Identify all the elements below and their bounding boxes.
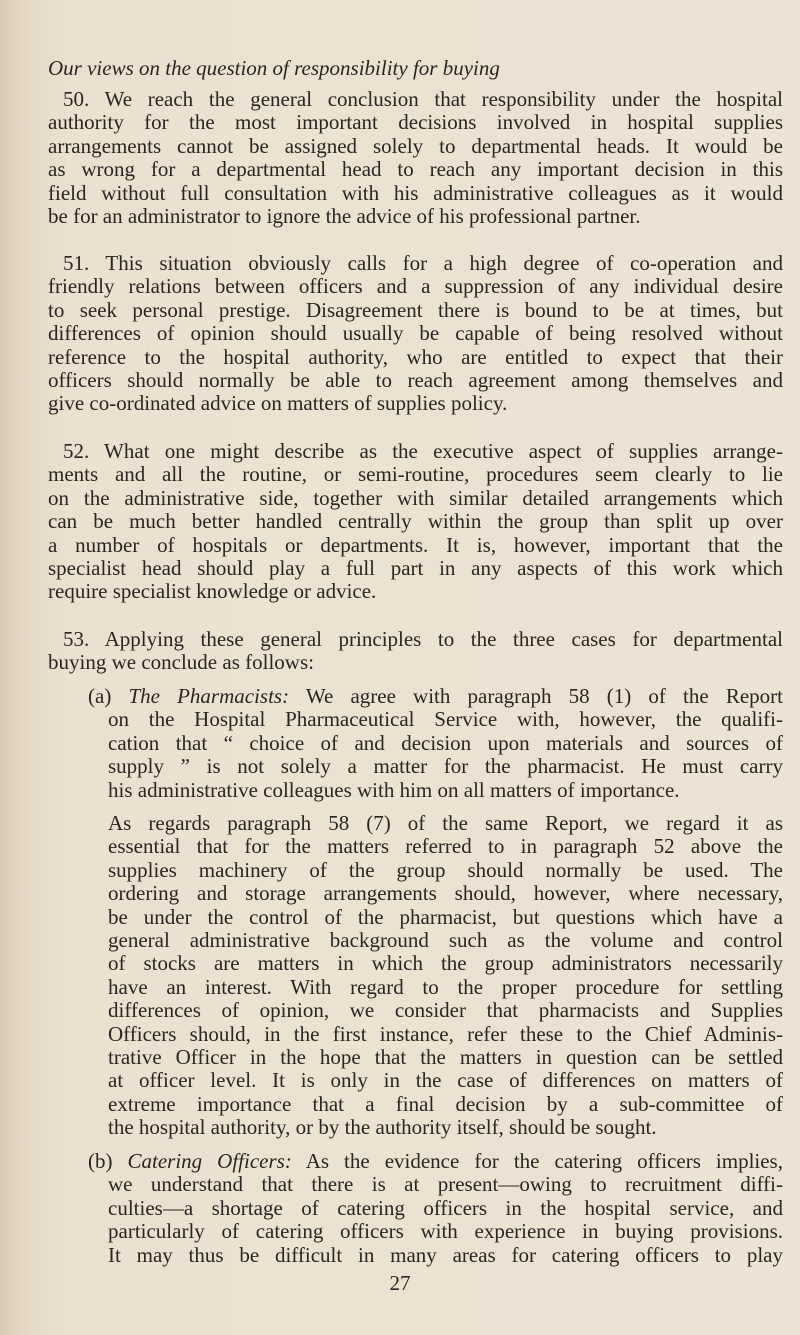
paragraph-a-pharmacists bbox=[88, 685, 783, 802]
line-text: As the evidence for the catering officers implies, bbox=[291, 1149, 783, 1173]
text-line: supply ” is not solely a matter for the pharmacist. He must carry bbox=[108, 754, 783, 779]
text-line: extreme importance that a final decision by a sub-committee of bbox=[108, 1091, 783, 1116]
line bbox=[88, 685, 783, 708]
text-line: officers should normally be able to reach agreement among themselves and bbox=[48, 367, 783, 392]
text-line: friendly relations between officers and a suppression of any individual desire bbox=[48, 274, 783, 299]
paragraph-52 bbox=[48, 440, 783, 604]
text-line: general administrative background such as the volume and control bbox=[108, 927, 783, 952]
text-line: a number of hospitals or departments. It is, however, important that the bbox=[48, 532, 783, 557]
paragraph-50 bbox=[48, 88, 783, 228]
paragraph-51 bbox=[48, 252, 783, 416]
text-line: As regards paragraph 58 (7) of the same Report, we regard it as bbox=[108, 811, 783, 835]
text-line: on the administrative side, together with similar detailed arrangements which bbox=[48, 485, 783, 510]
text-line: buying we conclude as follows: bbox=[48, 650, 314, 675]
text-line: culties—a shortage of catering officers in the hospital service, and bbox=[108, 1195, 783, 1220]
item-marker: (a) bbox=[88, 684, 129, 708]
line-text: We agree with paragraph 58 (1) of the Report bbox=[289, 684, 783, 708]
section-heading: Our views on the question of responsibility for buying bbox=[48, 56, 500, 80]
text-line: particularly of catering officers with experience in buying provisions. bbox=[108, 1219, 783, 1244]
text-line: 52. What one might describe as the executive aspect of supplies arrange- bbox=[63, 439, 783, 463]
text-line: we understand that there is at present—owing to recruitment diffi- bbox=[108, 1172, 783, 1197]
text-line: be for an administrator to ignore the advice of his professional partner. bbox=[48, 203, 641, 228]
text-line: ments and all the routine, or semi-routine, procedures seem clearly to lie bbox=[48, 462, 783, 487]
text-line: at officer level. It is only in the case of differences on matters of bbox=[108, 1068, 783, 1093]
text-line: 51. This situation obviously calls for a high degree of co-operation and bbox=[63, 251, 783, 275]
text-line: specialist head should play a full part in any aspects of this work which bbox=[48, 555, 783, 580]
text-line: ordering and storage arrangements should, however, where necessary, bbox=[108, 881, 783, 906]
text-line: field without full consultation with his administrative colleagues as it would bbox=[48, 180, 783, 205]
text-line: the hospital authority, or by the authority itself, should be sought. bbox=[108, 1115, 657, 1140]
item-title: Catering Officers: bbox=[127, 1149, 292, 1173]
item-title: The Pharmacists: bbox=[128, 684, 290, 708]
text-line: 53. Applying these general principles to the three cases for departmental bbox=[63, 627, 783, 651]
page-number: 27 bbox=[389, 1271, 411, 1295]
line bbox=[88, 1150, 783, 1173]
paragraph-53 bbox=[48, 628, 783, 675]
text-line: can be much better handled centrally within the group than split up over bbox=[48, 509, 783, 534]
text-line: on the Hospital Pharmaceutical Service with, however, the qualifi- bbox=[108, 707, 783, 732]
text-line: be under the control of the pharmacist, but questions which have a bbox=[108, 904, 783, 929]
text-line: 50. We reach the general conclusion that responsibility under the hospital bbox=[63, 87, 783, 111]
item-marker: (b) bbox=[88, 1149, 128, 1173]
text-line: authority for the most important decisions involved in hospital supplies bbox=[48, 110, 783, 135]
text-line: give co-ordinated advice on matters of supplies policy. bbox=[48, 391, 508, 416]
text-line: cation that “ choice of and decision upon materials and sources of bbox=[108, 730, 783, 755]
text-line: trative Officer in the hope that the matters in question can be settled bbox=[108, 1044, 783, 1069]
text-line: Officers should, in the first instance, refer these to the Chief Adminis- bbox=[108, 1021, 783, 1046]
text-line: have an interest. With regard to the proper procedure for settling bbox=[108, 974, 783, 999]
text-line: differences of opinion should usually be capable of being resolved without bbox=[48, 321, 783, 346]
paragraph-b-catering-officers bbox=[88, 1150, 783, 1267]
text-line: to seek personal prestige. Disagreement there is bound to be at times, but bbox=[48, 297, 783, 322]
text-line: his administrative colleagues with him on all matters of importance. bbox=[108, 777, 680, 802]
text-line: of stocks are matters in which the group administrators necessarily bbox=[108, 951, 783, 976]
text-line: supplies machinery of the group should normally be used. The bbox=[108, 857, 783, 882]
text-line: require specialist knowledge or advice. bbox=[48, 579, 377, 604]
text-line: reference to the hospital authority, who are entitled to expect that their bbox=[48, 344, 783, 369]
text-line: arrangements cannot be assigned solely to departmental heads. It would be bbox=[48, 133, 783, 158]
text-line: It may thus be difficult in many areas for catering officers to play bbox=[108, 1242, 783, 1267]
text-line: essential that for the matters referred to in paragraph 52 above the bbox=[108, 834, 783, 859]
text-line: differences of opinion, we consider that pharmacists and Supplies bbox=[108, 998, 783, 1023]
text-line: as wrong for a departmental head to reach any important decision in this bbox=[48, 157, 783, 182]
continuation-lines bbox=[88, 1173, 783, 1267]
continuation-lines bbox=[88, 708, 783, 802]
paragraph-a-continued bbox=[108, 812, 783, 1139]
